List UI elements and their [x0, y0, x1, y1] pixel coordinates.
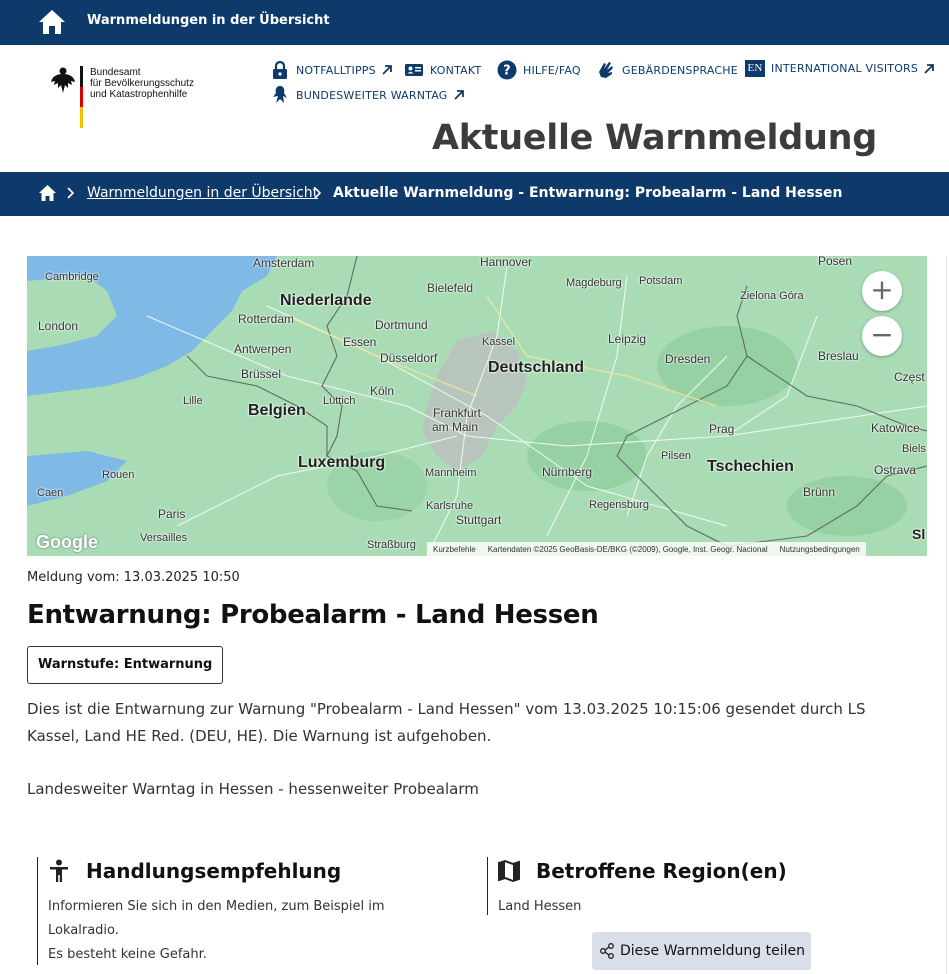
- flag-stripe: [80, 66, 83, 128]
- top-bar: [0, 0, 949, 45]
- map-label-karlsruhe: Karlsruhe: [426, 500, 474, 512]
- contact-card-icon: [404, 60, 424, 80]
- person-icon: [48, 859, 70, 883]
- map-label-hannover: Hannover: [480, 256, 533, 269]
- logo-text: Bundesamt für Bevölkerungsschutz und Katastrophenhilfe: [90, 67, 194, 100]
- external-link-icon: [453, 89, 465, 101]
- nav-kontakt-label: KONTAKT: [430, 63, 482, 77]
- map-data-attribution: Kartendaten ©2025 GeoBasis-DE/BKG (©2009), Google, Inst. Geogr. Nacional: [487, 544, 768, 554]
- en-badge-icon: EN: [745, 60, 765, 77]
- help-icon: [497, 60, 517, 80]
- nav-notfalltipps[interactable]: [270, 60, 393, 80]
- map-label-paris: Paris: [158, 507, 186, 521]
- map-label-rouen: Rouen: [102, 469, 135, 481]
- warntag-icon: [270, 85, 290, 105]
- map-label-lille: Lille: [183, 395, 203, 407]
- recommendation-text: Informieren Sie sich in den Medien, zum Beispiel im Lokalradio. Es besteht keine Gefahr.: [48, 899, 385, 962]
- warning-instruction-text: Landesweiter Warntag in Hessen - hessenweiter Probealarm: [27, 780, 479, 798]
- warning-description: Dies ist die Entwarnung zur Warnung "Probealarm - Land Hessen" vom 13.03.2025 10:15:06 gesendet durch LS Kassel, Land HE Red. (DEU, HE). Die Warnung ist aufgehoben.: [27, 700, 866, 745]
- map-label-nuernberg: Nürnberg: [542, 465, 593, 479]
- map-label-tschechien: Tschechien: [707, 458, 794, 475]
- map-label-essen: Essen: [343, 335, 377, 349]
- sign-language-icon: [596, 60, 616, 80]
- nav-hilfe[interactable]: [497, 60, 581, 80]
- keyboard-shortcuts-link[interactable]: Kurzbefehle: [433, 544, 476, 554]
- breadcrumb-current: Aktuelle Warnmeldung - Entwarnung: Probealarm - Land Hessen: [333, 185, 843, 201]
- eagle-icon: [50, 66, 76, 94]
- chevron-right-icon: [66, 186, 76, 200]
- map-label-zielona: Zielona Góra: [740, 290, 804, 302]
- bbk-logo[interactable]: [50, 66, 210, 128]
- svg-text:?: ?: [503, 63, 511, 79]
- map-label-rotterdam: Rotterdam: [238, 312, 295, 326]
- map-label-strassburg: Straßburg: [367, 539, 416, 551]
- home-icon[interactable]: [38, 184, 57, 202]
- page-title: Aktuelle Warnmeldung: [432, 118, 877, 158]
- recommendation-section: [37, 857, 437, 965]
- share-button-label: Diese Warnmeldung teilen: [619, 943, 806, 959]
- zoom-in-button[interactable]: +: [862, 271, 902, 311]
- map-label-posen: Posen: [818, 256, 853, 268]
- map-label-bruenn: Brünn: [803, 485, 836, 499]
- map-label-amsterdam: Amsterdam: [253, 256, 315, 270]
- map-label-niederlande: Niederlande: [280, 292, 372, 309]
- map-label-frankfurt: Frankfurt: [433, 406, 482, 420]
- share-button[interactable]: [592, 932, 811, 970]
- affected-regions-section: [487, 857, 927, 915]
- map-attribution-bar: [427, 542, 866, 556]
- warning-level-badge: Warnstufe: Entwarnung: [27, 646, 223, 684]
- map-label-czest: Częst: [894, 370, 925, 384]
- nav-warntag-label: BUNDESWEITER WARNTAG: [296, 88, 448, 102]
- map-label-magdeburg: Magdeburg: [566, 277, 622, 289]
- affected-regions-title: Betroffene Region(en): [536, 859, 787, 883]
- map-label-belgien: Belgien: [248, 402, 306, 419]
- warning-map[interactable]: [27, 256, 927, 556]
- map-label-katowice: Katowice: [871, 421, 920, 435]
- map-label-leipzig: Leipzig: [608, 332, 647, 346]
- map-icon: [498, 859, 520, 883]
- map-label-london: London: [38, 319, 79, 333]
- map-label-kassel: Kassel: [482, 336, 516, 348]
- home-icon[interactable]: [38, 9, 66, 35]
- map-label-bielefeld: Bielefeld: [427, 281, 474, 295]
- map-label-luxemburg: Luxemburg: [298, 454, 386, 471]
- share-icon: [598, 942, 616, 960]
- map-label-duesseldorf: Düsseldorf: [380, 351, 438, 365]
- affected-region-value: Land Hessen: [498, 899, 582, 914]
- map-label-luettich: Lüttich: [323, 395, 356, 407]
- message-date: Meldung vom: 13.03.2025 10:50: [27, 570, 240, 585]
- scroll-edge: [946, 256, 947, 974]
- google-logo: Google: [36, 532, 98, 552]
- map-label-dresden: Dresden: [665, 352, 711, 366]
- nav-international[interactable]: [745, 60, 935, 77]
- map-label-dortmund: Dortmund: [375, 318, 428, 332]
- breadcrumb-link-overview[interactable]: Warnmeldungen in der Übersicht: [87, 185, 319, 201]
- nav-kontakt[interactable]: [404, 60, 481, 80]
- nav-international-label: INTERNATIONAL VISITORS: [771, 62, 919, 75]
- map-label-deutschland: Deutschland: [488, 359, 585, 376]
- map-label-regensburg: Regensburg: [589, 499, 649, 511]
- map-label-pilsen: Pilsen: [661, 450, 691, 462]
- map-label-stuttgart: Stuttgart: [456, 513, 502, 527]
- map-label-potsdam: Potsdam: [639, 275, 683, 287]
- map-label-versailles: Versailles: [140, 532, 188, 544]
- warning-headline: Entwarnung: Probealarm - Land Hessen: [27, 600, 599, 630]
- zoom-out-button[interactable]: −: [862, 316, 902, 356]
- map-label-mannheim: Mannheim: [425, 467, 477, 479]
- external-link-icon: [381, 64, 393, 76]
- terms-link[interactable]: Nutzungsbedingungen: [779, 544, 860, 554]
- map-label-breslau: Breslau: [818, 349, 859, 363]
- map-label-am-main: am Main: [432, 420, 479, 434]
- map-label-ostrava: Ostrava: [874, 463, 917, 477]
- map-label-bielsko: Biels: [902, 443, 926, 455]
- map-label-cambridge: Cambridge: [45, 271, 99, 283]
- map-label-caen: Caen: [37, 487, 64, 499]
- breadcrumb: [0, 172, 949, 216]
- nav-gebaerdensprache-label: GEBÄRDENSPRACHE: [622, 63, 738, 77]
- nav-gebaerdensprache[interactable]: [596, 60, 738, 80]
- nav-warntag[interactable]: [270, 85, 465, 105]
- topbar-title[interactable]: Warnmeldungen in der Übersicht: [87, 13, 330, 28]
- map-label-antwerpen: Antwerpen: [234, 342, 292, 356]
- map-label-koeln: Köln: [370, 384, 395, 398]
- nav-hilfe-label: HILFE/FAQ: [523, 63, 581, 77]
- lock-icon: [270, 60, 290, 80]
- map-label-prag: Prag: [709, 422, 735, 436]
- external-link-icon: [923, 63, 935, 75]
- nav-notfalltipps-label: NOTFALLTIPPS: [296, 63, 376, 77]
- chevron-right-icon: [313, 186, 323, 200]
- map-label-sl: Sl: [912, 526, 926, 542]
- recommendation-title: Handlungsempfehlung: [86, 859, 342, 883]
- map-label-bruessel: Brüssel: [241, 367, 282, 381]
